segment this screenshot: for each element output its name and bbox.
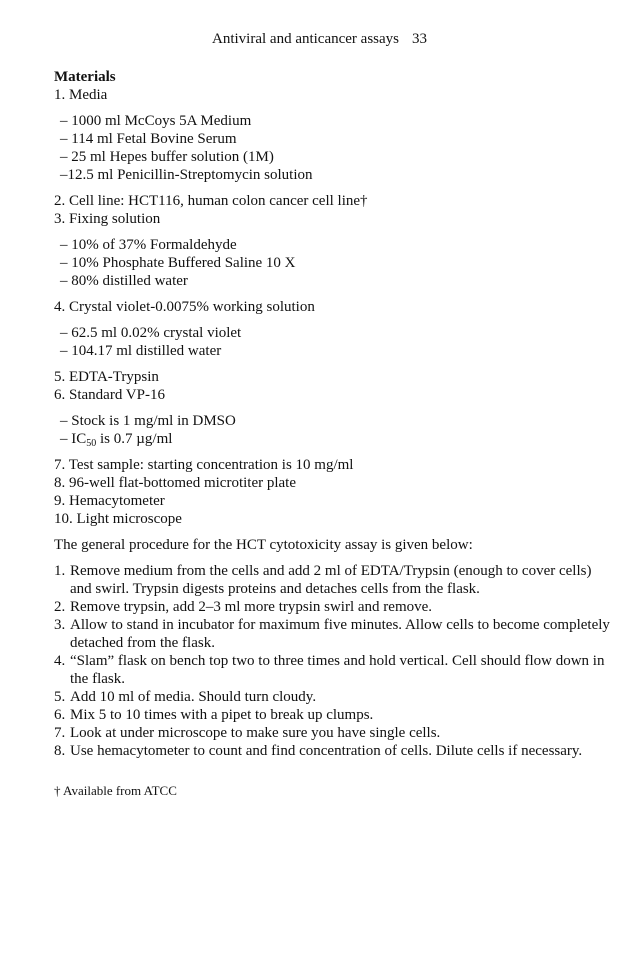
step-number: 2. [54, 599, 66, 615]
standard-ic50 [60, 430, 614, 448]
edta-item: 5. EDTA-Trypsin [54, 369, 159, 385]
ic-subscript: 50 [86, 438, 97, 449]
media-item: – 1000 ml McCoys 5A Medium [60, 113, 252, 129]
media-item: – 114 ml Fetal Bovine Serum [60, 131, 237, 147]
step-text: Look at under microscope to make sure you have single cells. [70, 725, 441, 741]
procedure-step [54, 688, 614, 706]
page-body [54, 68, 614, 800]
procedure-step [54, 598, 614, 616]
running-header-title: Antiviral and anticancer assays [212, 31, 400, 47]
fixing-item: – 80% distilled water [60, 273, 188, 289]
procedure-intro: The general procedure for the HCT cytotoxicity assay is given below: [54, 537, 473, 553]
step-number: 3. [54, 617, 66, 633]
step-text: Mix 5 to 10 times with a pipet to break up clumps. [70, 707, 374, 723]
ic-prefix: – IC [60, 431, 87, 447]
materials-heading: Materials [54, 69, 116, 85]
procedure-step [54, 652, 614, 688]
fixing-item: – 10% of 37% Formaldehyde [60, 237, 237, 253]
standard-list [54, 412, 614, 448]
crystal-violet-list [54, 324, 614, 360]
materials-item: 9. Hemacytometer [54, 493, 165, 509]
step-number: 8. [54, 743, 66, 759]
procedure-step [54, 724, 614, 742]
step-text: “Slam” flask on bench top two to three times and hold vertical. Cell should flow down in the flask. [70, 653, 605, 687]
procedure-step [54, 562, 614, 598]
step-number: 4. [54, 653, 66, 669]
crystal-violet-label: 4. Crystal violet-0.0075% working solution [54, 299, 315, 315]
procedure-step [54, 742, 614, 760]
step-number: 7. [54, 725, 66, 741]
fixing-label: 3. Fixing solution [54, 211, 161, 227]
step-text: Use hemacytometer to count and find concentration of cells. Dilute cells if necessary. [70, 743, 583, 759]
materials-item: 7. Test sample: starting concentration is 10 mg/ml [54, 457, 354, 473]
page-number: 33 [412, 31, 427, 47]
step-text: Add 10 ml of media. Should turn cloudy. [70, 689, 317, 705]
procedure-step [54, 706, 614, 724]
procedure-step [54, 616, 614, 652]
media-label: 1. Media [54, 87, 108, 103]
step-number: 6. [54, 707, 66, 723]
fixing-item: – 10% Phosphate Buffered Saline 10 X [60, 255, 296, 271]
materials-item: 10. Light microscope [54, 511, 182, 527]
step-text: Remove trypsin, add 2–3 ml more trypsin swirl and remove. [70, 599, 433, 615]
step-text: Remove medium from the cells and add 2 ml of EDTA/Trypsin (enough to cover cells) and swirl. Trypsin digests proteins and detaches cells from the flask. [70, 563, 592, 597]
step-text: Allow to stand in incubator for maximum five minutes. Allow cells to become completely detached from the flask. [70, 617, 610, 651]
fixing-list [54, 236, 614, 290]
media-list [54, 112, 614, 184]
crystal-violet-item: – 62.5 ml 0.02% crystal violet [60, 325, 242, 341]
procedure-steps [54, 562, 614, 760]
media-item: – 25 ml Hepes buffer solution (1M) [60, 149, 274, 165]
standard-label: 6. Standard VP-16 [54, 387, 165, 403]
materials-item: 8. 96-well flat-bottomed microtiter plate [54, 475, 297, 491]
step-number: 5. [54, 689, 66, 705]
step-number: 1. [54, 563, 66, 579]
crystal-violet-item: – 104.17 ml distilled water [60, 343, 222, 359]
media-item: –12.5 ml Penicillin-Streptomycin solution [60, 167, 313, 183]
cell-line-item: 2. Cell line: HCT116, human colon cancer cell line† [54, 193, 368, 209]
ic-suffix: is 0.7 µg/ml [96, 431, 173, 447]
footnote: † Available from ATCC [54, 783, 177, 798]
standard-stock: – Stock is 1 mg/ml in DMSO [60, 413, 236, 429]
